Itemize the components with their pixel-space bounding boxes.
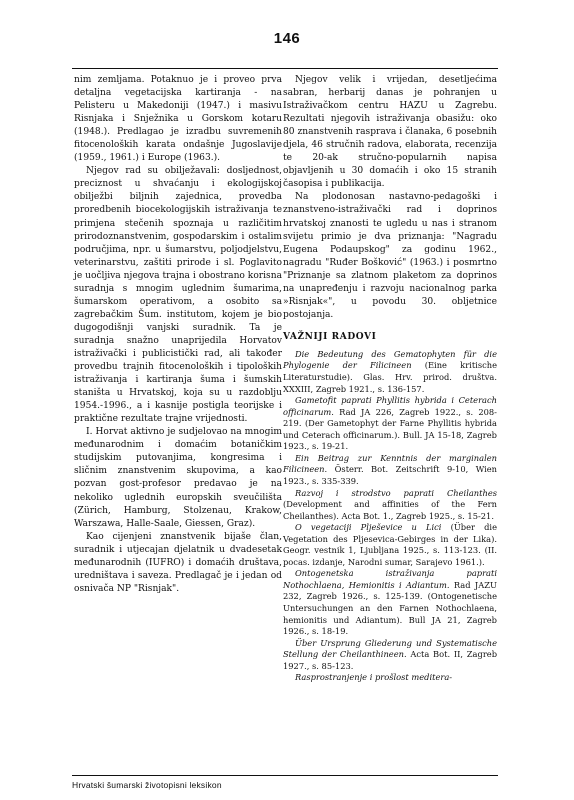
right-column: [283, 74, 497, 684]
footer-text: Hrvatski šumarski životopisni leksikon: [72, 780, 222, 790]
paragraph: Njegov velik i vrijedan, desetljećima sabran, herbarij danas je pohranjen u Istraživačkom centru HAZU u Zagrebu. Rezultati njegovih istraživanja obasižu: oko 80 znanstvenih rasprava i članaka, 6 posebnih djela, 46 stručnih radova, elaborata, recenzija te 20-ak stručno-popularnih napisa objavljenih u 30 domaćih i oko 15 stranih časopisa i publikacija.: [283, 75, 497, 190]
paragraph: Kao cijenjeni znanstvenik bijaše član, suradnik i utjecajan djelatnik u dvadesetak međunarodnih (IUFRO) i domaćih društava, uredništava i saveza. Predlagač je i jedan od osnivača NP "Risnjak".: [74, 531, 282, 594]
work-details: Rad JAZU 232, Zagreb 1926., s. 125-139. (Ontogenetische Untersuchungen an den Farnen Nothochlaena, hemionitis und Adiantum). Bull JA 21, Zagreb 1926., s. 18-19.: [283, 579, 497, 637]
left-column: [74, 74, 282, 596]
paragraph: Njegov rad su obilježavali: dosljednost, preciznost u shvaćanju i ekologijskoj obilježbi biljnih zajednica, provedba proredbenih biocekologijskih istraživanja te primjena stečenih spoznaja u različitim prirodoznanstvenim, gospodarskim i ostalim područjima, npr. u šumarstvu, poljodjelstvu, veterinarstvu, zaštiti prirode i sl. Poglavito je uočljiva njegova trajna i obostrano korisna suradnja s mnogim uglednim šumarima, šumarskom operativom, a osobito sa zagrebačkim Šum. institutom, kojem je bio dugogodišnji vanjski suradnik. Ta je suradnja snažno unaprijedila Horvatov istraživački i publicistički rad, ali također provedbu trajnih fitocenoloških i tipoloških istraživanja i kartiranja šuma i šumskih staništa u Hrvatskoj, koja su u razdoblju 1954.-1996., a i kasnije postigla teorijske i praktične rezultate trajne vrijednosti.: [74, 166, 282, 425]
works-list: [283, 349, 497, 684]
paragraph: nim zemljama. Potaknuo je i proveo prva detaljna vegetacijska kartiranja - na Pelisteru u Makedoniji (1947.) i masivu Risnjaka i Snježnika u Gorskom kotaru (1948.). Predlagao je izradbu suvremenih fitocenoloških karata ondašnje Jugoslavije (1959., 1961.) i Europe (1963.).: [74, 75, 282, 164]
right-paragraphs: [283, 74, 497, 322]
work-details: (Development and affinities of the Fern Cheilanthes). Acta Bot. 1., Zagreb 1925., s. 15-21.: [283, 499, 497, 521]
header-rule: [72, 68, 498, 69]
work-details: Rad JA 226, Zagreb 1922., s. 208-219. (Der Gametophyt der Farne Phyllitis hybrida und Ceterach officinarum.). Bull. JA 15-18, Zagreb 1923., s. 19-21.: [283, 406, 497, 452]
work-title: Rasprostranjenje i prošlost meditera-: [295, 672, 453, 683]
works-title: VAŽNIJI RADOVI: [283, 331, 377, 342]
work-entry: [283, 349, 497, 395]
work-details: (Über die Vegetation des Pljesevica-Gebirges in der Lika). Geogr. vestnik 1, Ljubljana 1925., s. 113-123. (II. pocas. izdanje, Narodni sumar, Sarajevo 1961.).: [283, 522, 497, 567]
work-entry: [283, 395, 497, 453]
work-entry: [283, 672, 497, 684]
footer-rule: [72, 775, 498, 776]
work-title: Razvoj i strodstvo paprati Cheilanthes: [295, 487, 497, 498]
work-title: Ontogenetska istraživanja paprati Nothochlaena, Hemionitis i Adiantum.: [283, 568, 497, 590]
work-entry: [283, 638, 497, 673]
work-details: Österr. Bot. Zeitschrift 9-10, Wien 1923., s. 335-339.: [283, 464, 497, 486]
work-entry: [283, 522, 497, 568]
page-number: 146: [273, 30, 301, 47]
work-title: Über Ursprung Gliederung und Systematische Stellung der Cheilanthineen.: [283, 637, 497, 660]
work-entry: [283, 488, 497, 523]
work-details: (Eine kritische Literaturstudie). Glas. Hrv. prirod. društva. XXXIII, Zagreb 1921., s. 136-157.: [283, 360, 497, 394]
work-title: Gametofit paprati Phyllitis hybrida i Ceterach officinarum.: [283, 395, 497, 417]
work-title: Die Bedeutung des Gematophyten für die Phylogenie der Filicineen: [283, 348, 497, 371]
paragraph: Na plodonosan nastavno-pedagoški i znanstveno-istraživački rad i doprinos hrvatskoj znanosti te ugledu u nas i stranom svijetu primio je dva priznanja: "Nagradu Eugena Podaupskog" za godinu 1962., nagradu "Ruđer Bošković" (1963.) i posmrtno "Priznanje sa zlatnom plaketom za doprinos na unapređenju i razvoju nacionalnog parka »Risnjak«", u povodu 30. obljetnice postojanja.: [283, 192, 497, 320]
work-entry: [283, 568, 497, 637]
work-entry: [283, 453, 497, 488]
paragraph: I. Horvat aktivno je sudjelovao na mnogim međunarodnim i domaćim botaničkim studijskim putovanjima, kongresima i sličnim znanstvenim skupovima, a kao pozvan gost-profesor predavao je na nekoliko uglednih europskih sveučilišta (Zürich, Hamburg, Stolzenau, Krakow, Warszawa, Halle-Saale, Giessen, Graz).: [74, 427, 282, 529]
work-details: Acta Bot. II, Zagreb 1927., s. 85-123.: [283, 649, 498, 671]
work-title: Ein Beitrag zur Kenntnis der marginalen Filicineen.: [283, 452, 497, 475]
work-title: O vegetaciji Plješevice u Lici: [295, 522, 442, 533]
